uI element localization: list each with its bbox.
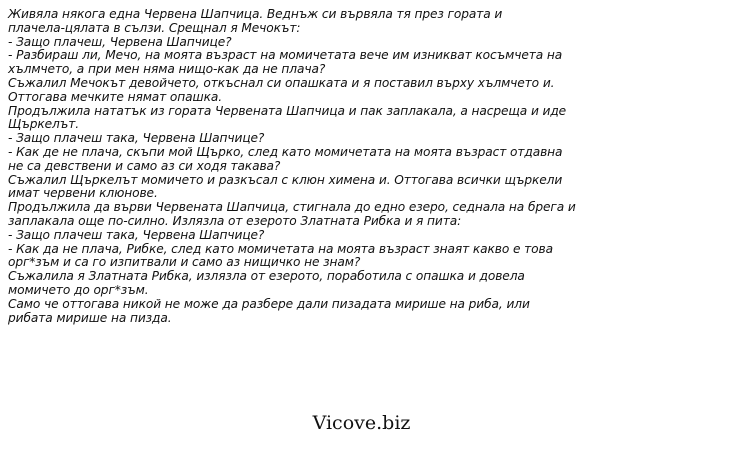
- story-line: - Как да не плача, Рибке, след като момичетата на моята възраст знаят какво е това: [8, 241, 553, 256]
- story-line: рибата мирише на пизда.: [8, 310, 172, 325]
- story-line: момичето до орг*зъм.: [8, 282, 149, 297]
- story-line: - Защо плачеш, Червена Шапчице?: [8, 34, 232, 49]
- story-line: Само че оттогава никой не може да разбере дали пизадата мирише на риба, или: [8, 296, 530, 311]
- story-line: Съжалила я Златната Рибка, излязла от езерото, поработила с опашка и довела: [8, 269, 525, 284]
- story-line: - Как де не плача, скъпи мой Щърко, след като момичетата на моята възраст отдавна: [8, 144, 563, 159]
- story-line: Продължила нататък из гората Червената Шапчица и пак заплакала, а насреща и иде: [8, 103, 567, 118]
- story-line: плачела-цялата в сълзи. Срещнал я Мечокът:: [8, 20, 301, 35]
- story-line: орг*зъм и са го изпитвали и само аз нищичко не знам?: [8, 255, 361, 270]
- story-line: Живяла някога една Червена Шапчица. Веднъж си вървяла тя през гората и: [8, 7, 503, 21]
- story-line: заплакала още по-силно. Излязла от езерото Златната Рибка и я пита:: [8, 213, 462, 228]
- site-watermark: Vicove.biz: [312, 412, 411, 434]
- story-line: - Защо плачеш така, Червена Шапчице?: [8, 131, 265, 146]
- story-line: Щъркелът.: [8, 117, 80, 132]
- story-line: Продължила да върви Червената Шапчица, стигнала до едно езеро, седнала на брега и: [8, 200, 576, 215]
- story-line: Оттогава мечките нямат опашка.: [8, 89, 222, 104]
- story-line: Съжалил Щъркелът момичето и разкъсал с клюн химена и. Оттогава всички щъркели: [8, 172, 563, 187]
- story-line: не са девствени и само аз си ходя такава?: [8, 158, 281, 173]
- story-line: имат червени клюнове.: [8, 186, 158, 201]
- story-line: Съжалил Мечокът девойчето, откъснал си опашката и я поставил върху хълмчето и.: [8, 75, 555, 90]
- story-text: [8, 8, 723, 325]
- story-line: - Защо плачеш така, Червена Шапчице?: [8, 227, 265, 242]
- story-line: - Разбираш ли, Мечо, на моята възраст на момичетата вече им изникват косъмчета на: [8, 48, 563, 63]
- story-line: хълмчето, а при мен няма нищо-как да не плача?: [8, 62, 326, 77]
